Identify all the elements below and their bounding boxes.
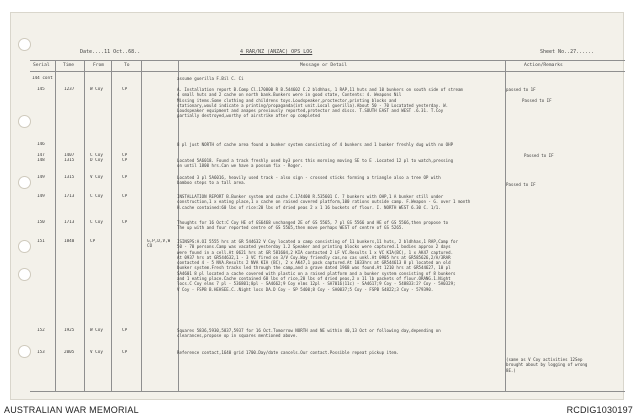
table-bottom-border [30, 391, 625, 392]
entry-from: V Coy [90, 350, 103, 355]
punch-hole [18, 240, 31, 253]
entry-to: CP [122, 175, 128, 180]
entry-message: ISINSPS:A.OI 5555 hrs at GR 544632 V Coy located a camp consisting of 11 bunkers,11 huts, 2 bldhhas,1 RAP,Camp for 50 - 70 persons.Camp was vacated yesterday 1.2 Speaker and printing blocks were captured.1 bodies approx 2 days were found in a cell.At 0621 hrs at GR 581604,2 KIA contacted 2 LF VC.Results 1 x VC KIA(BC), 1 x AK47 captured. At 0937 hrs at GR544632,1 - 3 VC fired on 3/V Coy.Way friendly cas,no cas unkl.At 0905 hrs at GR585626,2/A/3RAR contacted 4 - 5 NVA.Results 2 NVA KIA (BC), 2 x AK47,1 pack captured.At 1033hrs at GR544613 8 pl located an old bunker system.Fresh tracks led through the camp,and a grave dated 1968 was found.At 1210 hrs at GR544627, 10 pl SA4601 8 pl located a cache covered with plastic on a raised platform and a bunker system consisting of 8 bunkers and 1 eating place.Cache contained 60 lbs of rice,20 lbs of dried peas,2 x 11 lb packets of flour.ORANG.1.Night locs.C Coy elms 7 pl - 536801;8pl - SA4662;9 Coy elms 12pl - SA7016(11c) - SA4617;9 Coy - 548833:2? Coy - 5A0329; V Coy - FSPB B.HEHSEE.C..Night locs DA.D Coy - SP 5400;8 Coy - SA0037;5 Coy - FSPB S4822;3 Coy - 579390. [177, 239, 458, 292]
document-reference-id: RCDIG1030197 [566, 405, 633, 415]
punch-hole [18, 176, 31, 189]
entry-message: Located 5A6018. Found a track freshly used by3 pers this morning moving SE to E .Located 12 pl to watch,pressing on until 1800 hrs.Can we have a possum fix - Roger. [177, 158, 454, 169]
log-date: Date....11 Oct..68.. [80, 49, 141, 55]
entry-serial: 149 [37, 175, 45, 180]
entry-message: Thoughts for 16 Oct:C Coy HE of GS6468 unchanged 2E of GS 5565, 7 pl GS 5566 and HE of GS 5566,then propose to The up with and four reported centre of GS 5565,then move perhaps WEST of centre of GS 5265. [177, 220, 449, 231]
entry-time: 2005 [64, 350, 75, 355]
table-top-border [30, 60, 625, 61]
entry-to: CP [122, 158, 128, 163]
entry-message: Located 3 pl 5A6016, heavily used track - also sign - crossed sticks forming a triangle also a tree OP with bamboo steps to a tall area. [177, 175, 441, 186]
table-header-border [30, 71, 625, 72]
sheet-number: Sheet No..27...... [540, 49, 595, 55]
archive-credit: AUSTRALIAN WAR MEMORIAL [4, 405, 139, 415]
entry-serial: 145 [37, 87, 45, 92]
col-divider [84, 60, 85, 391]
entry-to: CP [122, 350, 128, 355]
entry-time: 1237 [64, 87, 75, 92]
punch-hole [18, 115, 31, 128]
entry-message: INSTALLATION REPORT B.Bunker system and cache C.174400 R.535601 C. 7 bunkers with OHP,1 A bunker still under construction,1 x eating place,1 x cache on raised covered platform,100 rations outside camp. F.Weapon - G. over 1 month H.cache contained:60 lbs of rice:20 lbs of dried peas 2 x 1 16 buckets of flour. I. NORTH WEST 6.30 C. 1/1. [177, 194, 471, 210]
entry-message: Squares 5836,5930,5837,5937 for 16 Oct.Tomorrow NORTH and NE within 40,13 Oct or following day,depending on clearances,propose op in squares mentioned above. [177, 328, 441, 339]
col-header-serial: Serial [33, 63, 50, 68]
entry-serial: 148 [37, 158, 45, 163]
entry-from: D Coy [90, 158, 103, 163]
entry-action: Passed to IF [524, 153, 554, 158]
entry-time: 1713 [64, 220, 75, 225]
entry-action: (same as V Coy activities 12Sep brought about by logging of wrong 8E.) [506, 357, 588, 373]
col-header-from: From [93, 63, 105, 68]
entry-from: V Coy [90, 175, 103, 180]
entry-from: W Coy [90, 328, 103, 333]
entry-action: Passed to IF [522, 98, 552, 103]
entry-time: 1407 [64, 153, 75, 158]
entry-from: W Coy [90, 87, 103, 92]
entry-to: CP [122, 220, 128, 225]
entry-action: passed to 1F [506, 87, 536, 92]
entry-message: assume guerilla F.Bil C. Ci [177, 76, 244, 81]
entry-time: 1713 [64, 194, 75, 199]
entry-serial: 151 [37, 239, 45, 244]
col-header-message: Message or Detail [300, 63, 348, 68]
entry-time: 1315 [64, 158, 75, 163]
col-header-time: Time [63, 63, 75, 68]
entry-from: C Coy [90, 194, 103, 199]
entry-message: A. Installation report B.Comp Cl.170800 R B.544602 C.2 bldhhas, 1 RAP,11 huts and 10 bunkers on south side of stream 4 small huts and 2 cache on north bank.Bunkers were in good state, Contents: 4. Weapons Nil Missing items.Some clothing and childrens toys.Loudspeaker,proctector,printing blocks and stationary,would indicate a printing/propaganda(int unit.Local guerilla).About 50 - 70 Locatated yesterday. W. Loudspeaker equipment and anapes previously reported,protector and discs. T.SOUTH EAST and WEST .6.31. T.Coy partially destroyed,worthy of airstrike after op completed [177, 87, 463, 119]
entry-serial: 146 [37, 142, 45, 147]
entry-message: 8 pl just NORTH of cache area found a bunker system consisting of 4 bunkers and 1 bunker freshly dug with no OHP [177, 142, 454, 147]
entry-serial: 152 [37, 328, 45, 333]
entry-time: 1840 [64, 239, 75, 244]
entry-time: 1315 [64, 175, 75, 180]
col-header-action: Action/Remarks [524, 63, 563, 68]
punch-hole [18, 345, 31, 358]
entry-serial: 147 [37, 153, 45, 158]
col-header-to: To [124, 63, 130, 68]
entry-to: G,P,D,V,W CO [147, 239, 171, 250]
entry-time: 1925 [64, 328, 75, 333]
entry-to: CP [122, 153, 128, 158]
log-title: 4 RAR/NZ (ANZAC) OPS LOG [240, 49, 313, 55]
entry-serial: 144 cont [32, 76, 53, 81]
entry-to: CP [122, 87, 128, 92]
entry-to: CP [122, 328, 128, 333]
entry-serial: 150 [37, 220, 45, 225]
entry-action: Passed to IF [506, 182, 536, 187]
entry-to: CP [122, 194, 128, 199]
entry-from: C Coy [90, 220, 103, 225]
entry-from: CP [90, 239, 96, 244]
punch-hole [18, 38, 31, 51]
entry-serial: 153 [37, 350, 45, 355]
punch-hole [18, 268, 31, 281]
entry-serial: 149 [37, 194, 45, 199]
entry-from: C Coy [90, 153, 103, 158]
col-divider [141, 60, 142, 391]
entry-message: Reference contact,1640 grid 1700.Day/date cancels.Our contact.Possible repeat pickup item. [177, 350, 399, 355]
col-divider [111, 60, 112, 391]
col-divider [55, 60, 56, 391]
